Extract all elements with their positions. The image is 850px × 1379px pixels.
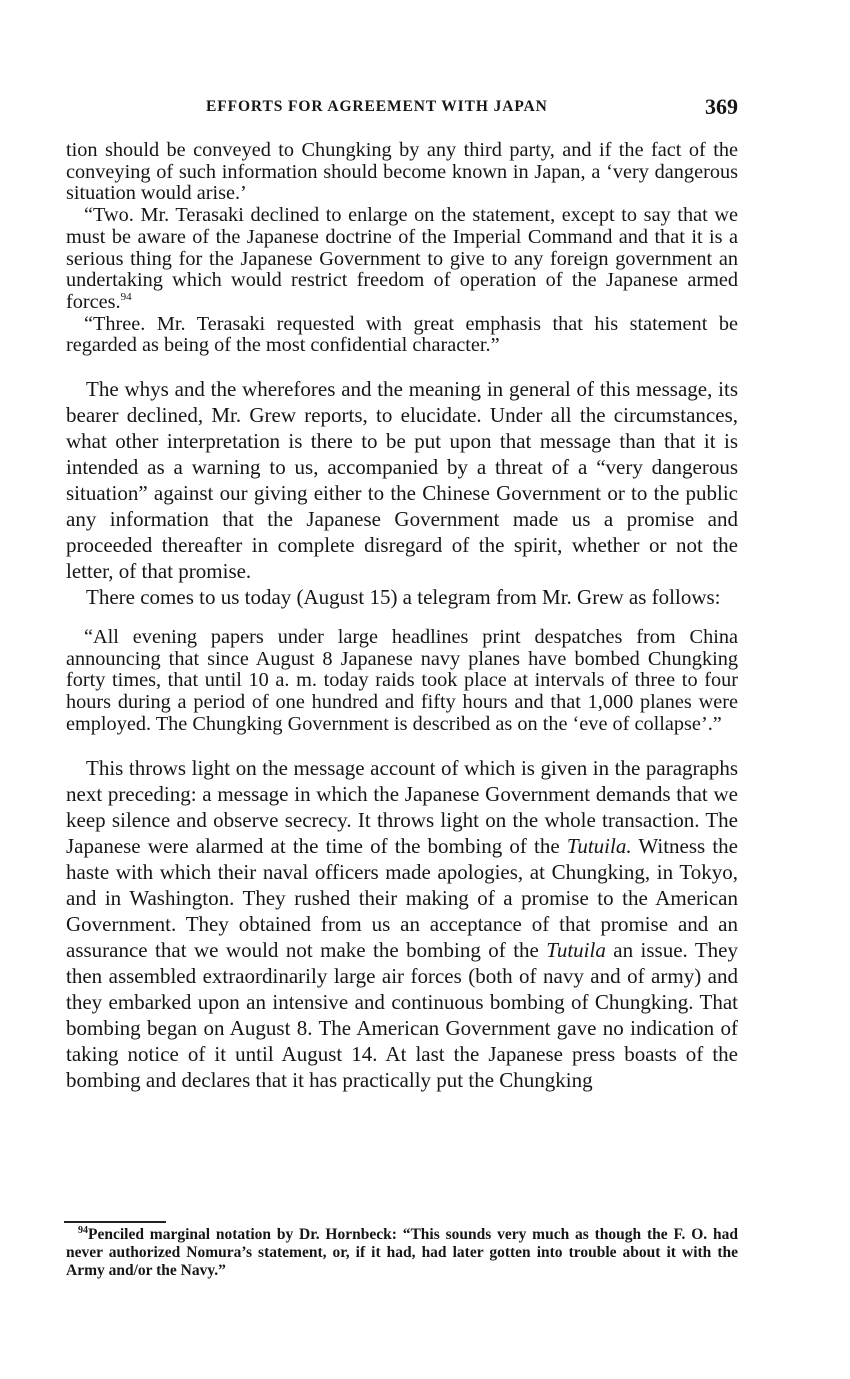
footnote xyxy=(66,1226,738,1280)
analysis-text-3: an issue. They then assembled extraordinarily large air forces (both of navy and of army) and they embarked upon an intensive and continuous bombing of Chungking. That bombing began on August 8. The American Government gave no indication of taking notice of it until August 14. At last the Japanese press boasts of the bombing and declares that it has practically put the Chungking xyxy=(66,937,738,1092)
quote-telegram: “All evening papers under large headlines print despatches from China announcing that since August 8 Japanese navy planes have bombed Chungking forty times, that until 10 a. m. today raids took place at intervals of three to four hours during a period of one hundred and fifty hours and that 1,000 planes were employed. The Chungking Government is described as on the ‘eve of collapse’.” xyxy=(66,626,738,735)
page-number: 369 xyxy=(705,94,738,119)
quote-paragraph-two xyxy=(66,205,738,314)
quote-text-1: tion should be conveyed to Chungking by any third party, and if the fact of the conveying of such information should become known in Japan, a ‘very dangerous situation would arise.’ xyxy=(66,139,738,205)
footnote-text: Penciled marginal notation by Dr. Hornbeck: “This sounds very much as though the F. O. had never authorized Nomura’s statement, or, if it had, had later gotten into trouble about it with the Army and/or the Navy.” xyxy=(66,1226,738,1279)
analysis-text-2: Witness the haste with which their naval officers made apologies, at Chungking, in Tokyo, and in Washington. They rushed their making of a promise to the American Government. They obtained from us an acceptance of that promise and an assurance that we would not make the bombing of the xyxy=(66,833,739,962)
ship-name-italic: Tutuila. xyxy=(566,833,632,858)
body-paragraph-telegram-intro: There comes to us today (August 15) a telegram from Mr. Grew as follows: xyxy=(86,585,721,610)
footnote-number: 94 xyxy=(78,1224,88,1236)
quote-paragraph-continuation xyxy=(66,140,738,205)
body-paragraph-interpretation: The whys and the wherefores and the meaning in general of this message, its bearer declined, Mr. Grew reports, to elucidate. Under all the circumstances, what other interpretation is there to be put upon that message than that it is intended as a warning to us, accompanied by a threat of a “very dangerous situation” against our giving either to the Chinese Government or to the public any information that the Japanese Government made us a promise and proceeded thereafter in complete disregard of the spirit, whether or not the letter, of that promise. xyxy=(66,377,738,584)
quote-paragraph-three xyxy=(66,314,738,357)
body-paragraph-analysis xyxy=(66,755,738,1093)
analysis-text-1: This throws light on the message account of which is given in the paragraphs next preceding: a message in which the Japanese Government demands that we keep silence and observe secrecy. It throws light on the whole transaction. The Japanese were alarmed at the time of the bombing of the xyxy=(66,755,738,858)
footnote-divider xyxy=(64,1221,166,1223)
page-content xyxy=(66,140,738,1093)
page-header xyxy=(66,94,738,124)
ship-name-italic: Tutuila xyxy=(546,937,606,962)
quote-text-3: “Three. Mr. Terasaki requested with great emphasis that his statement be regarded as being of the most confidential character.” xyxy=(66,312,738,357)
footnote-reference: 94 xyxy=(120,291,132,304)
quote-text-2: “Two. Mr. Terasaki declined to enlarge on the statement, except to say that we must be aware of the Japanese doctrine of the Imperial Command and that it is a serious thing for the Japanese Government to give to any foreign government an undertaking which would restrict freedom of operation of the Japanese armed forces. xyxy=(66,204,738,313)
running-head: EFFORTS FOR AGREEMENT WITH JAPAN xyxy=(206,98,548,115)
